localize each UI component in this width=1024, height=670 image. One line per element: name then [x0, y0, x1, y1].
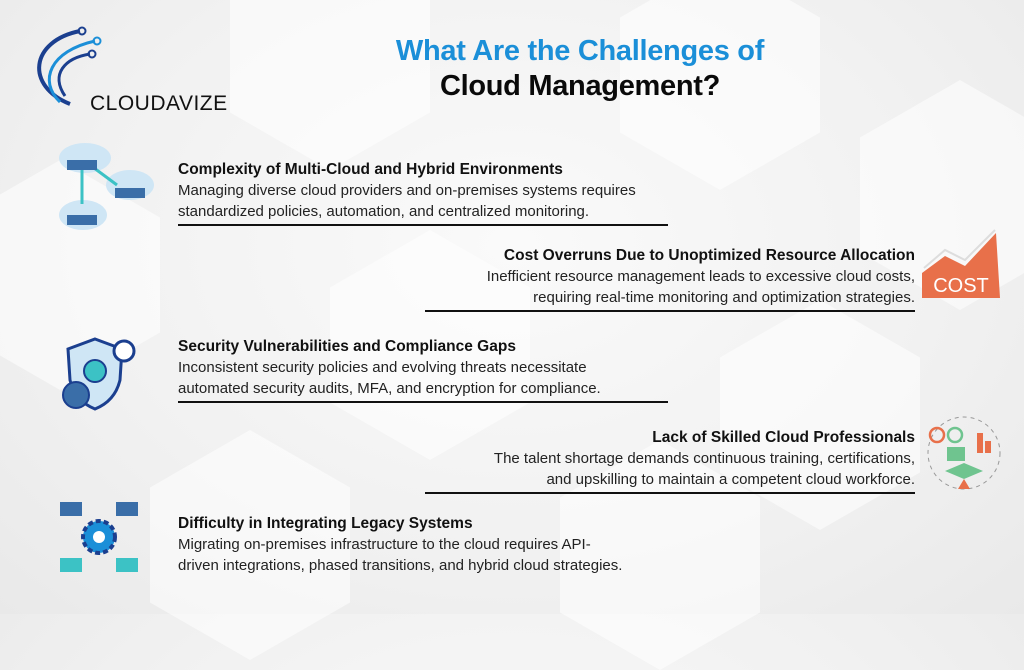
brand-logo	[20, 26, 228, 115]
challenge-multi-cloud	[178, 160, 668, 226]
challenge-security	[178, 337, 668, 403]
challenge-description-line1: Managing diverse cloud providers and on-premises systems requires	[178, 182, 636, 199]
brand-name: CLOUDAVIZE	[90, 92, 228, 115]
integration-gear-icon	[58, 500, 140, 575]
challenge-description-line2: driven integrations, phased transitions, and hybrid cloud strategies.	[178, 557, 623, 574]
divider	[178, 401, 668, 403]
divider	[425, 310, 915, 312]
challenge-description-line2: requiring real-time monitoring and optimization strategies.	[533, 289, 915, 306]
challenge-skills	[425, 428, 915, 494]
challenge-legacy-integration	[178, 514, 668, 576]
challenge-description-line1: Inconsistent security policies and evolving threats necessitate	[178, 359, 587, 376]
challenge-description-line1: Inefficient resource management leads to excessive cloud costs,	[486, 268, 915, 285]
challenge-description-line1: The talent shortage demands continuous training, certifications,	[493, 450, 915, 467]
challenge-description-line2: standardized policies, automation, and centralized monitoring.	[178, 203, 590, 220]
challenge-description-line2: automated security audits, MFA, and encryption for compliance.	[178, 380, 601, 397]
challenge-heading: Complexity of Multi-Cloud and Hybrid Environments	[178, 161, 563, 178]
cost-chart-icon	[920, 228, 1002, 300]
divider	[425, 492, 915, 494]
challenge-heading: Cost Overruns Due to Unoptimized Resource Allocation	[503, 247, 915, 264]
cost-label: COST	[933, 275, 989, 297]
divider	[178, 224, 668, 226]
challenge-description-line2: and upskilling to maintain a competent cloud workforce.	[546, 471, 915, 488]
cloud-servers-icon	[55, 140, 155, 235]
skills-training-icon	[925, 413, 1003, 493]
page-title-line2: Cloud Management?	[439, 70, 721, 102]
challenge-description-line1: Migrating on-premises infrastructure to the cloud requires API-	[178, 536, 591, 553]
challenge-heading: Lack of Skilled Cloud Professionals	[652, 429, 915, 446]
challenge-heading: Difficulty in Integrating Legacy Systems	[178, 515, 473, 532]
challenge-cost-overruns	[425, 246, 915, 312]
page-title-line1: What Are the Challenges of	[395, 35, 765, 67]
challenge-heading: Security Vulnerabilities and Compliance Gaps	[178, 338, 516, 355]
security-shield-icon	[60, 335, 140, 413]
